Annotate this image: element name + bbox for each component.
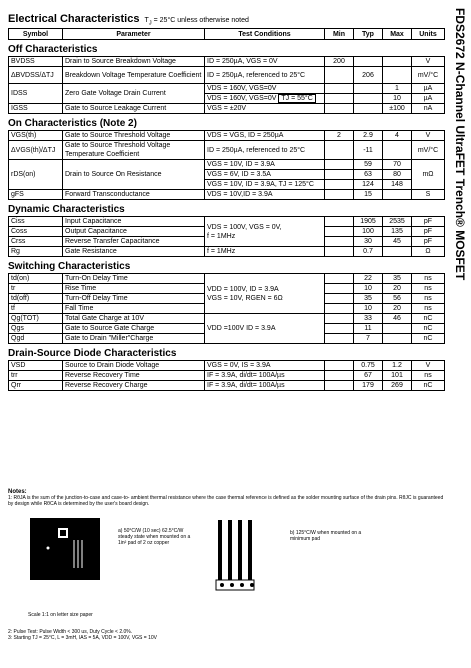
parameter: Turn-On Delay Time [63,274,205,284]
max: 45 [383,237,412,247]
off-table [8,56,445,114]
unit: ns [412,294,445,304]
condition: VGS = ±20V [205,104,325,114]
min [325,170,354,180]
condition: IF = 3.9A, di/dt= 100A/µs [205,381,325,391]
condition: VGS = 6V, ID = 3.5A [205,170,325,180]
table-row [9,314,445,324]
parameter: Total Gate Charge at 10V [63,314,205,324]
typ [354,104,383,114]
typ: 2.9 [354,131,383,141]
max: 46 [383,314,412,324]
typ [354,84,383,94]
max [383,334,412,344]
section-diode: Drain-Source Diode Characteristics [8,348,177,359]
cond-sub: J [148,20,152,27]
condition: VGS = 0V, IS = 3.9A [205,361,325,371]
table-row [9,104,445,114]
condition: ID = 250µA, VGS = 0V [205,57,325,67]
condition-line: VDD = 100V, ID = 3.9A [207,285,279,293]
min [325,381,354,391]
parameter: Turn-Off Delay Time [63,294,205,304]
symbol: Crss [9,237,63,247]
max: 1.2 [383,361,412,371]
symbol: Qgs [9,324,63,334]
min [325,371,354,381]
symbol: td(on) [9,274,63,284]
min [325,180,354,190]
min: 2 [325,131,354,141]
condition-line: VGS = 10V, RGEN = 6Ω [207,294,283,302]
max: 2535 [383,217,412,227]
unit: pF [412,227,445,237]
min [325,141,354,160]
symbol: rDS(on) [9,160,63,190]
max: 101 [383,371,412,381]
unit: ns [412,304,445,314]
typ: 59 [354,160,383,170]
max: 4 [383,131,412,141]
symbol: td(off) [9,294,63,304]
parameter: Output Capacitance [63,227,205,237]
min [325,84,354,94]
parameter: Drain to Source On Resistance [63,160,205,190]
max: 20 [383,284,412,294]
typ: 100 [354,227,383,237]
typ: 11 [354,324,383,334]
unit: ns [412,274,445,284]
typ: 0.75 [354,361,383,371]
typ: 67 [354,371,383,381]
pad-layout-min-image [210,520,270,592]
parameter: Zero Gate Voltage Drain Current [63,84,205,104]
condition-line: f = 1MHz [207,232,236,240]
pad-layout-large-image [30,518,100,580]
pad-layout-min-icon [210,520,270,592]
symbol: trr [9,371,63,381]
min [325,160,354,170]
unit: nC [412,314,445,324]
notes-title: Notes: [8,489,27,495]
min [325,217,354,227]
table-row [9,131,445,141]
symbol: IDSS [9,84,63,104]
min [325,190,354,200]
parameter: Drain to Source Breakdown Voltage [63,57,205,67]
parameter: Forward Transconductance [63,190,205,200]
table-row [9,274,445,284]
unit: mΩ [412,160,445,190]
unit: nA [412,104,445,114]
col-symbol: Symbol [9,29,63,40]
max: 135 [383,227,412,237]
typ: 22 [354,274,383,284]
condition [205,94,325,104]
typ [354,57,383,67]
unit: Ω [412,247,445,257]
table-row [9,361,445,371]
table-row [9,84,445,94]
figure-a-caption: a) 50°C/W (10 sec) 62.5°C/W steady state when mounted on a 1in² pad of 2 oz copper [118,528,191,546]
table-row [9,67,445,84]
col-min: Min [325,29,354,40]
min [325,314,354,324]
pad-layout-large-icon [30,518,100,580]
figure-b-caption: b) 125°C/W when mounted on a minimum pad [290,530,362,542]
section-on: On Characteristics (Note 2) [8,118,137,129]
max: 80 [383,170,412,180]
typ: 35 [354,294,383,304]
col-conditions: Test Conditions [205,29,325,40]
table-row [9,141,445,160]
unit: µA [412,84,445,94]
unit: ns [412,284,445,294]
parameter: Rise Time [63,284,205,294]
unit: ns [412,371,445,381]
typ: 179 [354,381,383,391]
cond-rest: = 25°C unless otherwise noted [151,17,249,24]
unit: mV/°C [412,67,445,84]
note-1: 1: RθJA is the sum of the junction-to-case and case-to- ambient thermal resistance where the case thermal reference is defined as the solder mounting surface of the drain pins. RθJC is guaranteed by design while RθCA is determined by the user's board design. [8,495,444,507]
symbol: ΔVGS(th)/ΔTJ [9,141,63,160]
condition: f = 1MHz [205,247,325,257]
unit: mV/°C [412,141,445,160]
parameter: Gate Resistance [63,247,205,257]
table-row [9,160,445,170]
col-typ: Typ [354,29,383,40]
notes-section [8,489,444,507]
table-row [9,381,445,391]
typ: 10 [354,304,383,314]
min [325,274,354,284]
symbol: IGSS [9,104,63,114]
min [325,284,354,294]
max: 70 [383,160,412,170]
condition: VDS = VGS, ID = 250µA [205,131,325,141]
max: 35 [383,274,412,284]
symbol: Rg [9,247,63,257]
min [325,237,354,247]
typ: 10 [354,284,383,294]
typ: -11 [354,141,383,160]
cond-t: T [144,17,149,24]
condition-line: VDS = 100V, VGS = 0V, [207,223,282,231]
typ: 15 [354,190,383,200]
condition: VDD =100V ID = 3.9A [205,314,325,344]
typ: 33 [354,314,383,324]
unit: nC [412,334,445,344]
sidebar-title: FDS2672 N-Channel UltraFET Trench® MOSFET [453,8,467,281]
parameter: Gate to Source Leakage Current [63,104,205,114]
typ: 7 [354,334,383,344]
max: 20 [383,304,412,314]
condition: VGS = 10V, ID = 3.9A, TJ = 125°C [205,180,325,190]
symbol: gFS [9,190,63,200]
symbol: ΔBVDSS/ΔTJ [9,67,63,84]
section-switching: Switching Characteristics [8,261,131,272]
on-table [8,130,445,200]
condition: VDS = 10V,ID = 3.9A [205,190,325,200]
min [325,361,354,371]
condition [205,217,325,247]
max [383,247,412,257]
unit: nC [412,381,445,391]
min [325,304,354,314]
min [325,67,354,84]
notes-2-3 [8,629,444,641]
parameter: Breakdown Voltage Temperature Coefficient [63,67,205,84]
section-off: Off Characteristics [8,44,98,55]
min [325,247,354,257]
parameter: Reverse Recovery Time [63,371,205,381]
max: ±100 [383,104,412,114]
condition-part: VDS = 160V, VGS=0V [207,95,277,102]
max: 1 [383,84,412,94]
condition: ID = 250µA, referenced to 25°C [205,141,325,160]
parameter: Gate to Source Threshold Voltage Temperature Coefficient [63,141,205,160]
symbol: BVDSS [9,57,63,67]
unit: S [412,190,445,200]
parameter: Reverse Recovery Charge [63,381,205,391]
condition: IF = 3.9A, di/dt= 100A/µs [205,371,325,381]
parameter: Reverse Transfer Capacitance [63,237,205,247]
symbol: VSD [9,361,63,371]
max [383,141,412,160]
table-row [9,247,445,257]
symbol: Qgd [9,334,63,344]
typ: 63 [354,170,383,180]
symbol: tf [9,304,63,314]
min [325,334,354,344]
typ: 206 [354,67,383,84]
parameter: Input Capacitance [63,217,205,227]
min: 200 [325,57,354,67]
symbol: VGS(th) [9,131,63,141]
symbol: Ciss [9,217,63,227]
unit: V [412,361,445,371]
typ [354,94,383,104]
typ: 0.7 [354,247,383,257]
part-number-sidebar [449,8,469,428]
min [325,104,354,114]
max: 269 [383,381,412,391]
unit: pF [412,217,445,227]
max [383,67,412,84]
condition: VDS = 160V, VGS=0V [205,84,325,94]
title-text: Electrical Characteristics [8,13,140,25]
table-row [9,190,445,200]
min [325,294,354,304]
typ: 30 [354,237,383,247]
unit: nC [412,324,445,334]
parameter: Gate to Source Gate Charge [63,324,205,334]
table-row [9,217,445,227]
dynamic-table [8,216,445,257]
parameter: Gate to Drain "Miller"Charge [63,334,205,344]
min [325,94,354,104]
unit: µA [412,94,445,104]
section-dynamic: Dynamic Characteristics [8,204,125,215]
datasheet-page [8,10,444,391]
max: 10 [383,94,412,104]
col-parameter: Parameter [63,29,205,40]
symbol: tr [9,284,63,294]
table-row [9,57,445,67]
col-units: Units [412,29,445,40]
max [383,324,412,334]
condition [205,274,325,314]
parameter: Source to Drain Diode Voltage [63,361,205,371]
max: 148 [383,180,412,190]
diode-table [8,360,445,391]
header-table [8,28,445,40]
max [383,190,412,200]
max: 56 [383,294,412,304]
note-3: 3: Starting TJ = 25°C, L = 3mH, IAS = 5A, VDD = 100V, VGS = 10V [8,635,157,641]
min [325,227,354,237]
switching-table [8,273,445,344]
parameter: Gate to Source Threshold Voltage [63,131,205,141]
condition-temp: TJ = 55°C [278,94,315,103]
unit: V [412,57,445,67]
unit: pF [412,237,445,247]
condition: VGS = 10V, ID = 3.9A [205,160,325,170]
condition: ID = 250µA, referenced to 25°C [205,67,325,84]
title-condition [143,17,249,27]
max [383,57,412,67]
symbol: Qrr [9,381,63,391]
symbol: Qg(TOT) [9,314,63,324]
col-max: Max [383,29,412,40]
scale-caption: Scale 1:1 on letter size paper [28,612,93,618]
symbol: Coss [9,227,63,237]
unit: V [412,131,445,141]
min [325,324,354,334]
typ: 124 [354,180,383,190]
parameter: Fall Time [63,304,205,314]
table-row [9,371,445,381]
page-title [8,10,444,28]
note-2: 2: Pulse Test: Pulse Width < 300 us, Duty Cycle < 2.0%. [8,629,133,635]
typ: 1905 [354,217,383,227]
